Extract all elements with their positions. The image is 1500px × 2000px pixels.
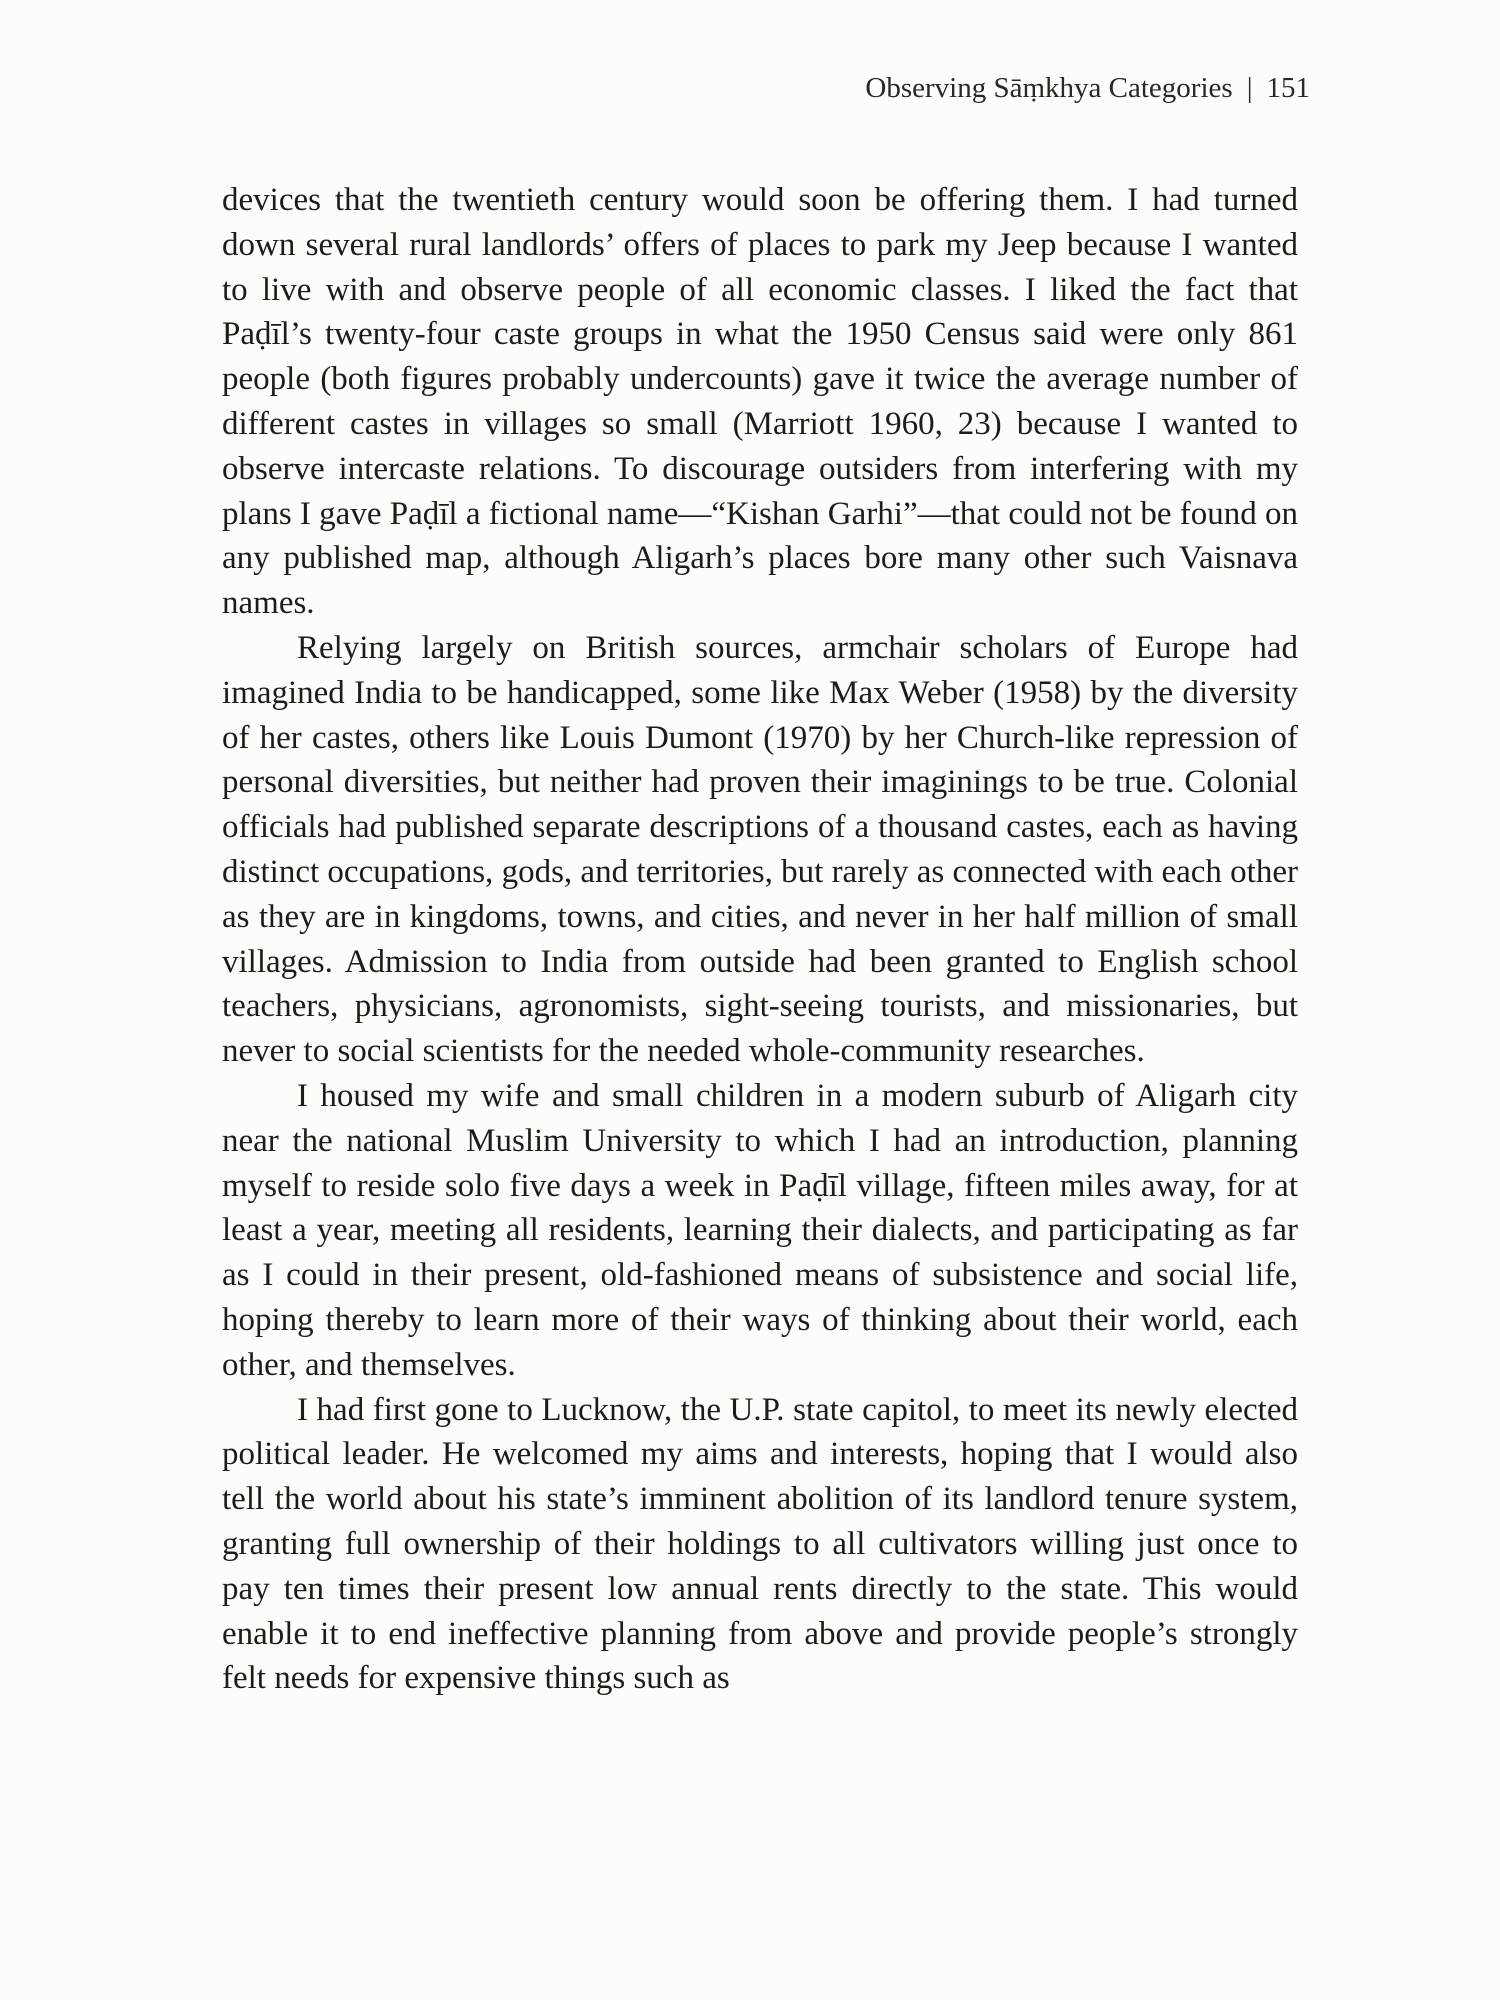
header-separator: | [1246,72,1253,104]
paragraph: I housed my wife and small children in a modern suburb of Aligarh city near the national Muslim University to which I had an introduction, planning myself to reside solo five days a week in Paḍīl village, fifteen miles away, for at least a year, meeting all residents, learning their dialects, and participating as far as I could in their present, old-fashioned means of subsistence and social life, hoping thereby to learn more of their ways of thinking about their world, each other, and themselves. [222,1077,1298,1383]
paragraph: I had first gone to Lucknow, the U.P. state capitol, to meet its newly elected political leader. He welcomed my aims and interests, hoping that I would also tell the world about his state’s imminent abolition of its landlord tenure system, granting full ownership of their holdings to all cultivators willing just once to pay ten times their present low annual rents directly to the state. This would enable it to end ineffective planning from above and provide people’s strongly felt needs for expensive things such as [222,1391,1298,1697]
paragraph: devices that the twentieth century would soon be offering them. I had turned down several rural landlords’ offers of places to park my Jeep because I wanted to live with and observe people of all economic classes. I liked the fact that Paḍīl’s twenty-four caste groups in what the 1950 Census said were only 861 people (both figures probably undercounts) gave it twice the average number of different castes in villages so small (Marriott 1960, 23) because I wanted to observe intercaste relations. To discourage outsiders from interfering with my plans I gave Paḍīl a fictional name—“Kishan Garhi”—that could not be found on any published map, although Aligarh’s places bore many other such Vaisnava names. [222,182,1298,622]
running-title: Observing Sāṃkhya Categories [865,72,1233,104]
page-number: 151 [1266,72,1310,104]
paragraph: Relying largely on British sources, armchair scholars of Europe had imagined India to be handicapped, some like Max Weber (1958) by the diversity of her castes, others like Louis Dumont (1970) by her Church-like repression of personal diversities, but neither had proven their imaginings to be true. Colonial officials had published separate descriptions of a thousand castes, each as having distinct occupations, gods, and territories, but rarely as connected with each other as they are in kingdoms, towns, and cities, and never in her half million of small villages. Admission to India from outside had been granted to English school teachers, physicians, agronomists, sight-seeing tourists, and missionaries, but never to social scientists for the needed whole-community researches. [222,629,1298,1070]
body-text [222,178,1298,1701]
running-header [865,72,1310,105]
